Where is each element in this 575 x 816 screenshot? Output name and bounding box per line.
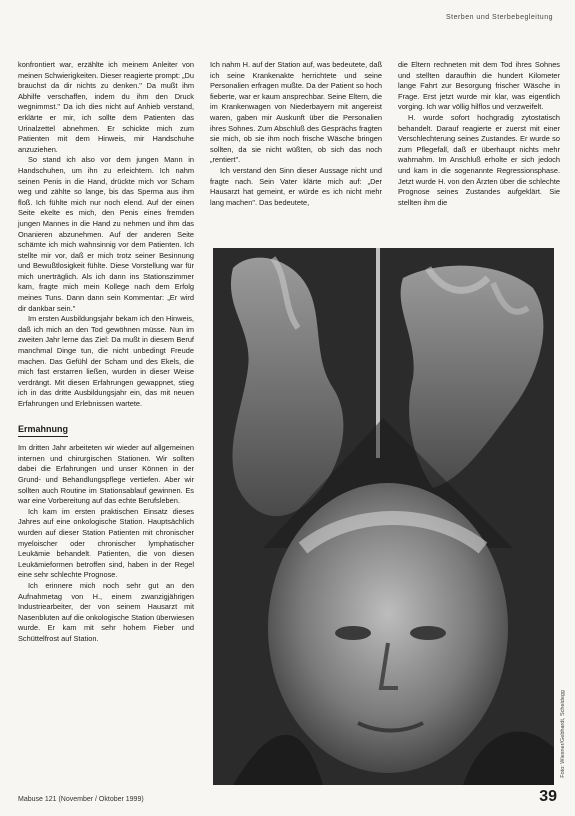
photo-credit: Foto: Wiesner/Gebhardt, Scheidegg bbox=[560, 690, 566, 778]
paragraph: H. wurde sofort hochgradig zytostatisch behandelt. Darauf reagierte er zuerst mit einer Verschlechterung seines Zustandes. Er wurde so zum Pflegefall, daß er überhaupt nichts mehr wahrnahm. Im Anschluß erholte er sich jedoch und kam in die sogenannte Regressionsphase. Jetzt wurde H. von den Ärzten über die schlechte Prognose seines Zustandes aufgeklärt. Sie stellten ihm die bbox=[398, 112, 560, 207]
column-2 bbox=[210, 60, 382, 208]
paragraph: Ich erinnere mich noch sehr gut an den Aufnahmetag von H., einem zwanzigjährigen Industriearbeiter, der von seinem Hausarzt mit Nasenbluten auf die onkologische Station überwiesen wurde. Er kam mit sehr hohem Fieber und Schüttelfrost auf Station. bbox=[18, 580, 194, 643]
section-subheading: Ermahnung bbox=[18, 424, 68, 438]
footer-citation: Mabuse 121 (November / Oktober 1999) bbox=[18, 796, 144, 803]
paragraph: konfrontiert war, erzählte ich meinem Anleiter von meinen Schwierigkeiten. Dieser reagierte prompt: „Du brauchst da dir nichts zu denken." Da mußt ihm Abhilfe verschaffen, indem du ihm den Druck wegnimmst." Da ich dies nicht auf Anhieb verstand, erklärte er mir, ich sollte dem Patienten das Urinalzettel abnehmen. Er schickte mich zum Patienten mit dem Hinweis, mir Handschuhe anzuziehen. bbox=[18, 60, 194, 154]
page-number: 39 bbox=[539, 788, 557, 805]
paragraph: Ich nahm H. auf der Station auf, was bedeutete, daß ich seine Krankenakte herrichtete und seine Personalien erfragen mußte. Da der Patient so hoch fieberte, war er kaum ansprechbar. Seine Eltern, die im Krankenwagen von Niederbayern mit angereist waren, gaben mir Auskunft über die Personalien ihres Sohnes. Zum Abschluß des Gesprächs fragten sie mich, ob sie ihm noch frische Wäsche bringen sollten, da sie nicht wüßten, ob sich das noch „rentiert". bbox=[210, 60, 382, 165]
paragraph: Im dritten Jahr arbeiteten wir wieder auf allgemeinen internen und chirurgischen Stationen. Wir sollten dabei die Erfahrungen und unser Können in der Grund- und Behandlungspflege vertiefen. Aber wir sollten auch Routine im Stationsablauf gewinnen. Es war eine Vorbereitung auf das echte Berufsleben. bbox=[18, 443, 194, 506]
hands-and-face-photo-icon bbox=[213, 248, 554, 785]
paragraph: Ich kam im ersten praktischen Einsatz dieses Jahres auf eine onkologische Station. Hauptsächlich wurden auf dieser Station Patienten mit chronischer myeloischer oder chronischer lymphatischer Leukämie behandelt. Patienten, die von diesen Leukämieformen betroffen sind, haben in der Regel eine sehr schlechte Prognose. bbox=[18, 506, 194, 580]
photo-illustration bbox=[213, 248, 554, 785]
paragraph: So stand ich also vor dem jungen Mann in Handschuhen, um ihn zu erleichtern. Ich nahm seinen Penis in die Hand, drückte mich vor Scham weg und zählte so lange, bis das Sperma aus ihm floß. Ich fühlte mich nur noch elend. Auf der einen Seite ekelte es mich, den Penis eines fremden jungen Mannes in die Hand zu nehmen und ihm das Onanieren abzunehmen. Auf der anderen Seite schämte ich mich wahnsinnig vor dem Patienten. Ich stellte mir vor, daß er mich trotz seiner Besinnung und Bewußtlosigkeit fühlte. Diese Vorstellung war für mich unerträglich. Als ich dann ins Stationszimmer kam, fragte mich mein Kollege nach dem Erfolg meines Tuns. Dann dann sein Kommentar: „Er wird dir dankbar sein." bbox=[18, 155, 194, 313]
paragraph: die Eltern rechneten mit dem Tod ihres Sohnes und stellten daraufhin die hundert Kilometer lange Fahrt zur Besorgung frischer Wäsche in Frage. Erst jetzt wurde mir klar, was eigentlich vorging. Ich war völlig hilflos und verzweifelt. bbox=[398, 60, 560, 112]
paragraph: Im ersten Ausbildungsjahr bekam ich den Hinweis, daß ich mich an den Tod gewöhnen müsse. Nun im zweiten Jahr lerne das Ziel: Da mußt in diesem Beruf manchmal Dinge tun, die nicht unbedingt Freude machen. Das Gefühl der Scham und des Ekels, die mich fast erstarren ließen, wurden in dieser Weise verdrängt. Mit diesen Erfahrungen gewappnet, stieg ich in das dritte Ausbildungsjahr ein, das mit neuen Erfahrungen und Erlebnissen wartete. bbox=[18, 314, 194, 408]
column-3 bbox=[398, 60, 560, 208]
running-head: Sterben und Sterbebegleitung bbox=[445, 14, 553, 21]
column-1 bbox=[18, 60, 194, 644]
paragraph: Ich verstand den Sinn dieser Aussage nicht und fragte nach. Sein Vater klärte mich auf: „Der Hausarzt hat gemeint, er würde es ich nicht mehr lang machen". Das bedeutete, bbox=[210, 165, 382, 207]
